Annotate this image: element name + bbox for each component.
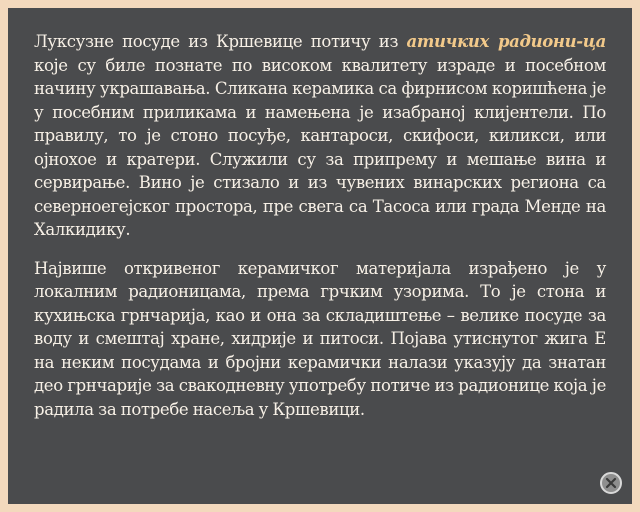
paragraph-1 [34, 30, 606, 242]
text-panel [8, 8, 632, 504]
highlighted-term: атичких радиони-ца [406, 32, 607, 51]
paragraph-2: Највише откривеног керамичког материјала израђено је у локалним радионицама, према грчким узорима. То је стона и кухињска грнчарија, као и она за складиштење – велике посуде за воду и смештај хране, хидрије и питоси. Појава утиснутог жига Е на неким посудама и бројни керамички налази указују да знатан део грнчарије за свакодневну употребу потиче из радионице која је радила за потребе насеља у Кршевици. [34, 258, 606, 419]
paragraph-1-start: Луксузне посуде из Кршевице потичу из [34, 32, 407, 51]
paragraph-1-rest: које су биле познате по високом квалитету израде и посебном начину украшавања. Сликана керамика са фирнисом коришћена је у посебним приликама и намењена је изабраној клијентели. По правилу, то је стоно посуђе, кантароси, скифоси, киликси, или ојнохое и кратери. Служили су за припрему и мешање вина и сервирање. Вино је стизало и из чувених винарских региона са северноегејског простора, пре свега са Тасоса или града Менде на Халкидику. [34, 55, 606, 239]
close-button[interactable] [600, 472, 622, 494]
close-icon [605, 477, 617, 489]
